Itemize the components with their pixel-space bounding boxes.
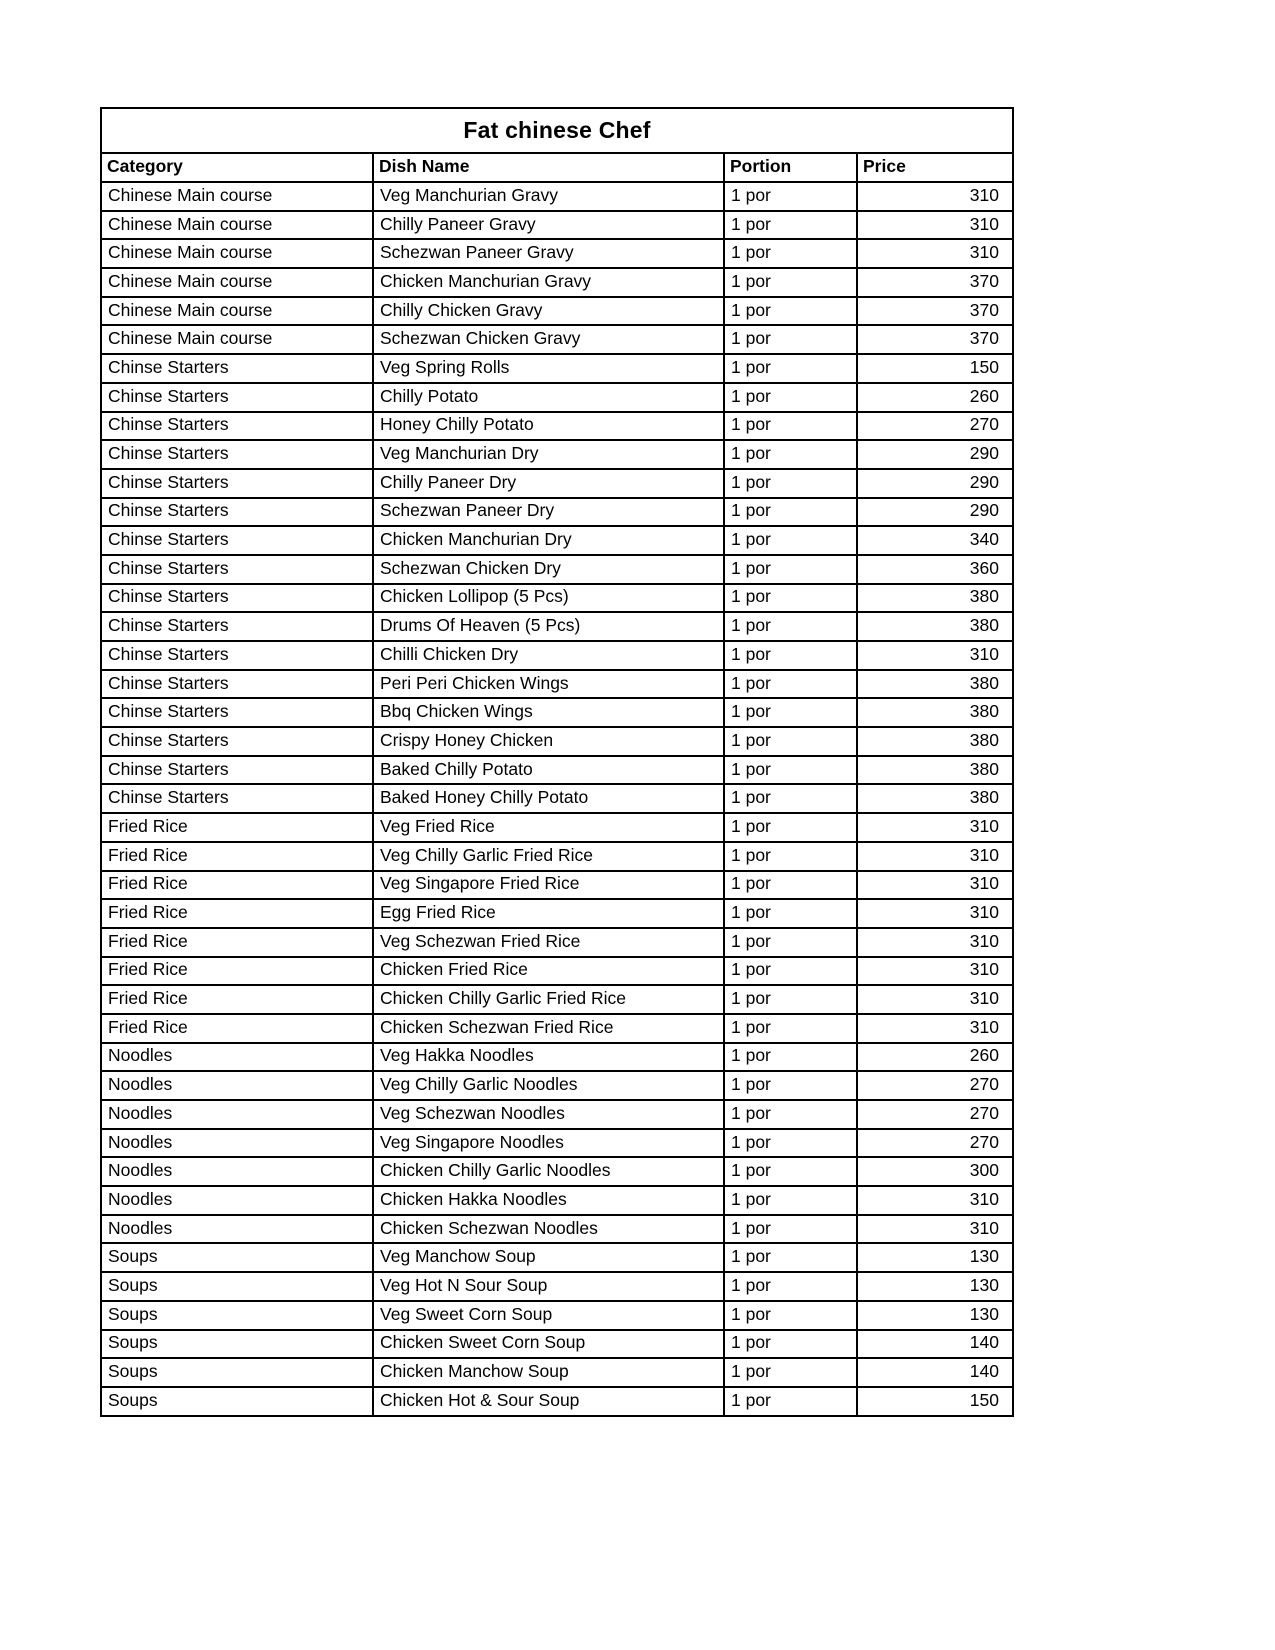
cell-portion: 1 por [724,1186,857,1215]
table-row [101,698,1013,727]
table-row [101,1243,1013,1272]
cell-price: 310 [857,1014,1013,1043]
cell-price: 310 [857,1186,1013,1215]
cell-dish-name: Baked Chilly Potato [373,756,724,785]
column-header-category: Category [101,153,373,182]
cell-dish-name: Chicken Sweet Corn Soup [373,1330,724,1359]
cell-portion: 1 por [724,469,857,498]
cell-dish-name: Chilly Paneer Dry [373,469,724,498]
cell-portion: 1 por [724,727,857,756]
table-row [101,325,1013,354]
table-row [101,1358,1013,1387]
cell-portion: 1 por [724,842,857,871]
cell-category: Chinse Starters [101,498,373,527]
cell-category: Chinse Starters [101,440,373,469]
cell-price: 270 [857,1071,1013,1100]
table-row [101,297,1013,326]
cell-portion: 1 por [724,1330,857,1359]
cell-portion: 1 por [724,297,857,326]
cell-category: Chinse Starters [101,698,373,727]
cell-category: Chinse Starters [101,383,373,412]
table-row [101,1215,1013,1244]
cell-dish-name: Veg Singapore Fried Rice [373,871,724,900]
cell-category: Noodles [101,1186,373,1215]
cell-portion: 1 por [724,1014,857,1043]
title-row [101,108,1013,153]
cell-price: 380 [857,756,1013,785]
cell-portion: 1 por [724,412,857,441]
cell-category: Chinse Starters [101,756,373,785]
cell-category: Chinese Main course [101,297,373,326]
cell-category: Chinese Main course [101,268,373,297]
cell-price: 380 [857,612,1013,641]
cell-price: 130 [857,1272,1013,1301]
cell-price: 150 [857,354,1013,383]
cell-portion: 1 por [724,584,857,613]
cell-portion: 1 por [724,526,857,555]
table-row [101,842,1013,871]
cell-category: Noodles [101,1215,373,1244]
cell-portion: 1 por [724,899,857,928]
cell-portion: 1 por [724,641,857,670]
cell-dish-name: Chicken Schezwan Fried Rice [373,1014,724,1043]
cell-price: 370 [857,297,1013,326]
cell-category: Soups [101,1243,373,1272]
table-row [101,1330,1013,1359]
cell-price: 270 [857,1100,1013,1129]
cell-category: Noodles [101,1129,373,1158]
table-row [101,928,1013,957]
cell-price: 340 [857,526,1013,555]
cell-price: 130 [857,1243,1013,1272]
cell-category: Soups [101,1330,373,1359]
cell-portion: 1 por [724,1157,857,1186]
cell-dish-name: Chicken Manchurian Dry [373,526,724,555]
cell-category: Chinse Starters [101,641,373,670]
cell-portion: 1 por [724,1243,857,1272]
cell-category: Noodles [101,1157,373,1186]
cell-dish-name: Egg Fried Rice [373,899,724,928]
cell-dish-name: Chicken Hot & Sour Soup [373,1387,724,1416]
cell-category: Chinese Main course [101,211,373,240]
cell-price: 290 [857,469,1013,498]
table-row [101,239,1013,268]
cell-category: Fried Rice [101,928,373,957]
table-row [101,383,1013,412]
cell-price: 310 [857,985,1013,1014]
cell-dish-name: Veg Manchurian Dry [373,440,724,469]
cell-dish-name: Peri Peri Chicken Wings [373,670,724,699]
cell-price: 310 [857,957,1013,986]
table-row [101,555,1013,584]
cell-price: 380 [857,670,1013,699]
cell-price: 380 [857,584,1013,613]
cell-category: Chinese Main course [101,182,373,211]
table-row [101,1301,1013,1330]
cell-dish-name: Veg Schezwan Fried Rice [373,928,724,957]
cell-price: 130 [857,1301,1013,1330]
cell-dish-name: Veg Hot N Sour Soup [373,1272,724,1301]
cell-dish-name: Chicken Chilly Garlic Fried Rice [373,985,724,1014]
cell-category: Soups [101,1387,373,1416]
cell-dish-name: Veg Sweet Corn Soup [373,1301,724,1330]
table-row [101,469,1013,498]
cell-portion: 1 por [724,928,857,957]
cell-dish-name: Drums Of Heaven (5 Pcs) [373,612,724,641]
cell-category: Chinese Main course [101,239,373,268]
menu-table [100,107,1014,1417]
cell-price: 310 [857,813,1013,842]
cell-category: Chinse Starters [101,584,373,613]
column-header-dish-name: Dish Name [373,153,724,182]
cell-portion: 1 por [724,1387,857,1416]
cell-portion: 1 por [724,555,857,584]
table-row [101,727,1013,756]
cell-category: Chinse Starters [101,612,373,641]
table-row [101,957,1013,986]
cell-portion: 1 por [724,670,857,699]
cell-price: 260 [857,383,1013,412]
cell-category: Chinse Starters [101,526,373,555]
cell-price: 380 [857,727,1013,756]
cell-category: Noodles [101,1043,373,1072]
cell-dish-name: Veg Hakka Noodles [373,1043,724,1072]
cell-portion: 1 por [724,239,857,268]
cell-category: Chinse Starters [101,354,373,383]
cell-portion: 1 por [724,440,857,469]
cell-dish-name: Chicken Fried Rice [373,957,724,986]
cell-dish-name: Chicken Manchurian Gravy [373,268,724,297]
cell-dish-name: Chilli Chicken Dry [373,641,724,670]
cell-price: 310 [857,899,1013,928]
cell-price: 310 [857,928,1013,957]
table-row [101,1272,1013,1301]
cell-price: 310 [857,641,1013,670]
cell-portion: 1 por [724,1215,857,1244]
table-row [101,268,1013,297]
table-row [101,985,1013,1014]
table-row [101,1387,1013,1416]
cell-price: 270 [857,1129,1013,1158]
cell-category: Fried Rice [101,1014,373,1043]
cell-portion: 1 por [724,784,857,813]
cell-price: 310 [857,1215,1013,1244]
table-row [101,670,1013,699]
cell-price: 380 [857,784,1013,813]
cell-dish-name: Baked Honey Chilly Potato [373,784,724,813]
cell-price: 310 [857,239,1013,268]
cell-category: Soups [101,1272,373,1301]
cell-portion: 1 por [724,1043,857,1072]
cell-category: Noodles [101,1100,373,1129]
cell-dish-name: Honey Chilly Potato [373,412,724,441]
cell-portion: 1 por [724,1129,857,1158]
cell-price: 140 [857,1330,1013,1359]
table-row [101,612,1013,641]
table-row [101,899,1013,928]
table-row [101,1129,1013,1158]
cell-dish-name: Veg Singapore Noodles [373,1129,724,1158]
table-row [101,784,1013,813]
cell-price: 310 [857,182,1013,211]
cell-dish-name: Chilly Potato [373,383,724,412]
cell-category: Chinse Starters [101,469,373,498]
cell-portion: 1 por [724,1301,857,1330]
cell-portion: 1 por [724,211,857,240]
cell-portion: 1 por [724,1100,857,1129]
cell-price: 380 [857,698,1013,727]
cell-category: Fried Rice [101,813,373,842]
cell-dish-name: Chicken Hakka Noodles [373,1186,724,1215]
cell-category: Fried Rice [101,899,373,928]
table-row [101,813,1013,842]
cell-portion: 1 por [724,871,857,900]
cell-category: Chinse Starters [101,784,373,813]
cell-category: Noodles [101,1071,373,1100]
table-row [101,1157,1013,1186]
cell-portion: 1 por [724,698,857,727]
cell-dish-name: Crispy Honey Chicken [373,727,724,756]
table-row [101,1186,1013,1215]
cell-price: 310 [857,211,1013,240]
cell-portion: 1 por [724,957,857,986]
cell-dish-name: Veg Manchow Soup [373,1243,724,1272]
cell-dish-name: Chilly Chicken Gravy [373,297,724,326]
table-row [101,498,1013,527]
cell-category: Chinse Starters [101,412,373,441]
table-row [101,1071,1013,1100]
cell-price: 310 [857,842,1013,871]
cell-dish-name: Veg Chilly Garlic Noodles [373,1071,724,1100]
cell-category: Chinse Starters [101,670,373,699]
cell-price: 300 [857,1157,1013,1186]
cell-price: 260 [857,1043,1013,1072]
cell-category: Fried Rice [101,957,373,986]
column-header-portion: Portion [724,153,857,182]
cell-portion: 1 por [724,612,857,641]
cell-category: Fried Rice [101,871,373,900]
cell-portion: 1 por [724,354,857,383]
column-header-price: Price [857,153,1013,182]
cell-portion: 1 por [724,756,857,785]
cell-price: 370 [857,325,1013,354]
cell-price: 290 [857,440,1013,469]
cell-portion: 1 por [724,1272,857,1301]
cell-dish-name: Veg Manchurian Gravy [373,182,724,211]
cell-dish-name: Veg Fried Rice [373,813,724,842]
cell-price: 140 [857,1358,1013,1387]
table-row [101,182,1013,211]
cell-dish-name: Chilly Paneer Gravy [373,211,724,240]
cell-portion: 1 por [724,268,857,297]
cell-portion: 1 por [724,813,857,842]
cell-portion: 1 por [724,383,857,412]
page-title: Fat chinese Chef [101,108,1013,153]
cell-dish-name: Bbq Chicken Wings [373,698,724,727]
cell-dish-name: Chicken Manchow Soup [373,1358,724,1387]
cell-dish-name: Chicken Lollipop (5 Pcs) [373,584,724,613]
cell-portion: 1 por [724,182,857,211]
cell-portion: 1 por [724,1358,857,1387]
cell-category: Soups [101,1358,373,1387]
table-row [101,871,1013,900]
cell-price: 370 [857,268,1013,297]
cell-dish-name: Schezwan Chicken Dry [373,555,724,584]
cell-category: Fried Rice [101,842,373,871]
menu-table-body [101,182,1013,1416]
cell-category: Chinese Main course [101,325,373,354]
cell-dish-name: Schezwan Paneer Gravy [373,239,724,268]
table-row [101,641,1013,670]
table-row [101,1100,1013,1129]
table-row [101,584,1013,613]
table-row [101,211,1013,240]
cell-category: Fried Rice [101,985,373,1014]
menu-table-head [101,108,1013,182]
cell-portion: 1 por [724,985,857,1014]
cell-price: 150 [857,1387,1013,1416]
table-row [101,354,1013,383]
cell-dish-name: Veg Spring Rolls [373,354,724,383]
cell-portion: 1 por [724,325,857,354]
cell-price: 360 [857,555,1013,584]
table-row [101,412,1013,441]
table-row [101,526,1013,555]
table-row [101,1014,1013,1043]
table-row [101,440,1013,469]
cell-price: 270 [857,412,1013,441]
cell-portion: 1 por [724,1071,857,1100]
header-row [101,153,1013,182]
cell-category: Chinse Starters [101,727,373,756]
cell-dish-name: Veg Schezwan Noodles [373,1100,724,1129]
cell-category: Soups [101,1301,373,1330]
cell-price: 290 [857,498,1013,527]
cell-dish-name: Chicken Chilly Garlic Noodles [373,1157,724,1186]
cell-dish-name: Schezwan Paneer Dry [373,498,724,527]
table-row [101,1043,1013,1072]
cell-price: 310 [857,871,1013,900]
cell-dish-name: Veg Chilly Garlic Fried Rice [373,842,724,871]
cell-dish-name: Chicken Schezwan Noodles [373,1215,724,1244]
cell-dish-name: Schezwan Chicken Gravy [373,325,724,354]
cell-category: Chinse Starters [101,555,373,584]
table-row [101,756,1013,785]
cell-portion: 1 por [724,498,857,527]
